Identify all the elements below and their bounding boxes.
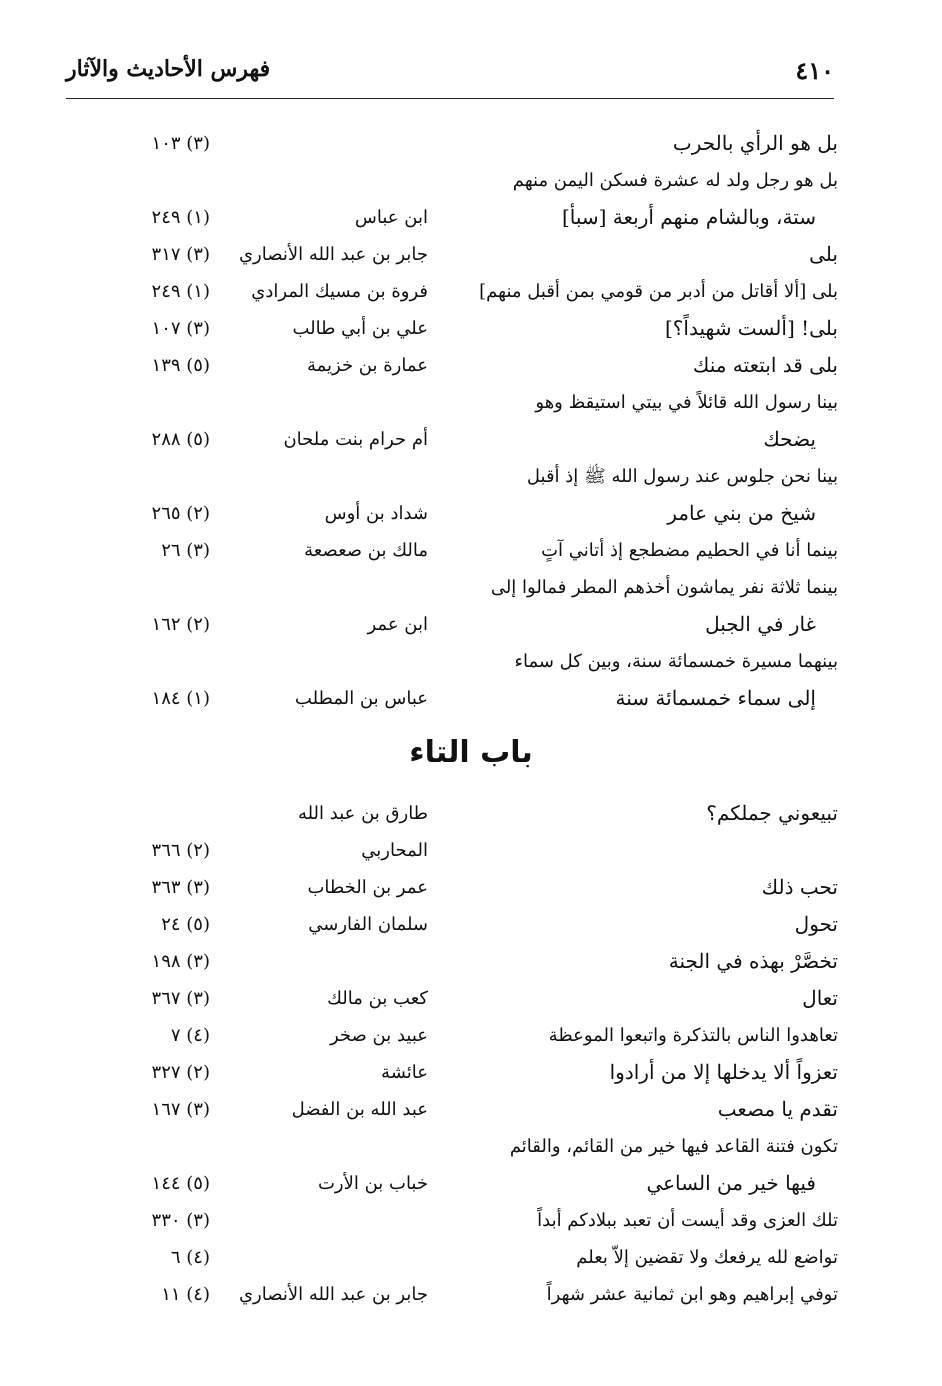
reference: (٣) ٣٣٠ [151, 1210, 210, 1231]
reference: (٥) ٢٨٨ [151, 429, 210, 450]
hadith-text: بلى قد ابتعته منك [692, 353, 838, 377]
hadith-text: بينما ثلاثة نفر يماشون أخذهم المطر فمالوا إلى [490, 577, 838, 598]
narrator: شداد بن أوس [324, 503, 428, 524]
reference: (٢) ١٦٢ [151, 614, 210, 635]
hadith-text: تواضع لله يرفعك ولا تقضين إلاّ بعلم [576, 1247, 838, 1268]
chapter-title: باب التاء [409, 735, 533, 770]
hadith-text: تخصَّرْ بهذه في الجنة [668, 949, 838, 973]
index-row [100, 418, 838, 455]
hadith-text: فيها خير من الساعي [646, 1171, 816, 1195]
hadith-text: بينا نحن جلوس عند رسول الله ﷺ إذ أقبل [526, 466, 838, 487]
index-row [100, 1014, 838, 1051]
hadith-text: بلى [809, 242, 838, 266]
reference: (٤) ١١ [161, 1284, 210, 1305]
hadith-text: بل هو الرأي بالحرب [672, 131, 838, 155]
reference: (١) ٢٤٩ [151, 281, 210, 302]
index-row [100, 866, 838, 903]
hadith-text: ستة، وبالشام منهم أربعة [سبأ] [561, 205, 816, 229]
reference: (٣) ١٠٧ [151, 318, 210, 339]
reference: (٥) ١٣٩ [151, 355, 210, 376]
running-title: فهرس الأحاديث والآثار [66, 56, 271, 82]
index-row [100, 307, 838, 344]
hadith-text: تلك العزى وقد أيست أن تعبد ببلادكم أبداً [537, 1210, 838, 1231]
index-row [100, 977, 838, 1014]
narrator: خباب بن الأرت [317, 1173, 428, 1194]
hadith-text: غار في الجبل [705, 612, 816, 636]
narrator: جابر بن عبد الله الأنصاري [238, 244, 428, 265]
hadith-text: تكون فتنة القاعد فيها خير من القائم، والقائم [509, 1136, 838, 1157]
reference: (٣) ٣٦٣ [151, 877, 210, 898]
index-row [100, 829, 838, 866]
reference: (١) ١٨٤ [151, 688, 210, 709]
index-row [100, 122, 838, 159]
narrator: فروة بن مسيك المرادي [251, 281, 428, 302]
reference: (٣) ٣٦٧ [151, 988, 210, 1009]
narrator: عمر بن الخطاب [307, 877, 428, 898]
hadith-text: بلى! [ألست شهيداً؟] [664, 316, 838, 340]
hadith-text: إلى سماء خمسمائة سنة [615, 686, 816, 710]
index-row [100, 1125, 838, 1162]
page-header [66, 52, 834, 92]
hadith-text: تحب ذلك [761, 875, 838, 899]
index-row [100, 381, 838, 418]
reference: (٥) ١٤٤ [151, 1173, 210, 1194]
index-row [100, 492, 838, 529]
narrator: عبد الله بن الفضل [291, 1099, 428, 1120]
reference: (٣) ٢٦ [161, 540, 210, 561]
reference: (٢) ٣٢٧ [151, 1062, 210, 1083]
narrator: مالك بن صعصعة [304, 540, 428, 561]
index-row [100, 159, 838, 196]
index-row [100, 270, 838, 307]
narrator: عباس بن المطلب [294, 688, 428, 709]
hadith-text: بينا رسول الله قائلاً في بيتي استيقظ وهو [535, 392, 838, 413]
index-section-ba [100, 122, 838, 714]
reference: (٤) ٦ [170, 1247, 210, 1268]
index-row [100, 1051, 838, 1088]
hadith-text: يضحك [763, 427, 816, 451]
index-section-ta [100, 792, 838, 1310]
index-row [100, 233, 838, 270]
index-row [100, 566, 838, 603]
index-row [100, 1088, 838, 1125]
narrator: عمارة بن خزيمة [306, 355, 428, 376]
index-row [100, 1162, 838, 1199]
reference: (٤) ٧ [170, 1025, 210, 1046]
index-row [100, 677, 838, 714]
hadith-text: بلى [ألا أقاتل من أدبر من قومي بمن أقبل منهم] [479, 281, 838, 302]
reference: (١) ٢٤٩ [151, 207, 210, 228]
narrator: أم حرام بنت ملحان [283, 429, 428, 450]
hadith-text: بينهما مسيرة خمسمائة سنة، وبين كل سماء [514, 651, 838, 672]
narrator: عبيد بن صخر [329, 1025, 428, 1046]
index-row [100, 344, 838, 381]
narrator: سلمان الفارسي [308, 914, 428, 935]
page-number: ٤١٠ [795, 56, 834, 85]
hadith-text: شيخ من بني عامر [667, 501, 816, 525]
hadith-text: تحول [794, 912, 838, 936]
hadith-text: تعال [802, 986, 838, 1010]
index-row [100, 903, 838, 940]
narrator: عائشة [381, 1062, 428, 1083]
index-row [100, 196, 838, 233]
index-row [100, 603, 838, 640]
hadith-text: تعاهدوا الناس بالتذكرة واتبعوا الموعظة [548, 1025, 838, 1046]
hadith-text: بينما أنا في الحطيم مضطجع إذ أتاني آتٍ [541, 540, 838, 561]
reference: (٢) ٣٦٦ [151, 840, 210, 861]
hadith-text: تعزواً ألا يدخلها إلا من أرادوا [609, 1060, 838, 1084]
narrator: طارق بن عبد الله [297, 803, 428, 824]
index-row [100, 1236, 838, 1273]
index-row [100, 792, 838, 829]
reference: (٢) ٢٦٥ [151, 503, 210, 524]
narrator: ابن عمر [367, 614, 428, 635]
header-rule [66, 98, 834, 99]
index-row [100, 1273, 838, 1310]
index-row [100, 940, 838, 977]
reference: (٣) ١٦٧ [151, 1099, 210, 1120]
index-row [100, 1199, 838, 1236]
hadith-text: تبيعوني جملكم؟ [706, 801, 838, 825]
hadith-text: بل هو رجل ولد له عشرة فسكن اليمن منهم [512, 170, 838, 191]
index-row [100, 455, 838, 492]
narrator: ابن عباس [354, 207, 428, 228]
narrator: علي بن أبي طالب [292, 318, 428, 339]
reference: (٣) ٣١٧ [151, 244, 210, 265]
index-row [100, 529, 838, 566]
narrator: جابر بن عبد الله الأنصاري [238, 1284, 428, 1305]
reference: (٣) ١٠٣ [151, 133, 210, 154]
hadith-text: توفي إبراهيم وهو ابن ثمانية عشر شهراً [546, 1284, 838, 1305]
hadith-text: تقدم يا مصعب [717, 1097, 838, 1121]
index-row [100, 640, 838, 677]
reference: (٣) ١٩٨ [151, 951, 210, 972]
reference: (٥) ٢٤ [161, 914, 210, 935]
narrator: كعب بن مالك [327, 988, 428, 1009]
narrator: المحاربي [361, 840, 428, 861]
